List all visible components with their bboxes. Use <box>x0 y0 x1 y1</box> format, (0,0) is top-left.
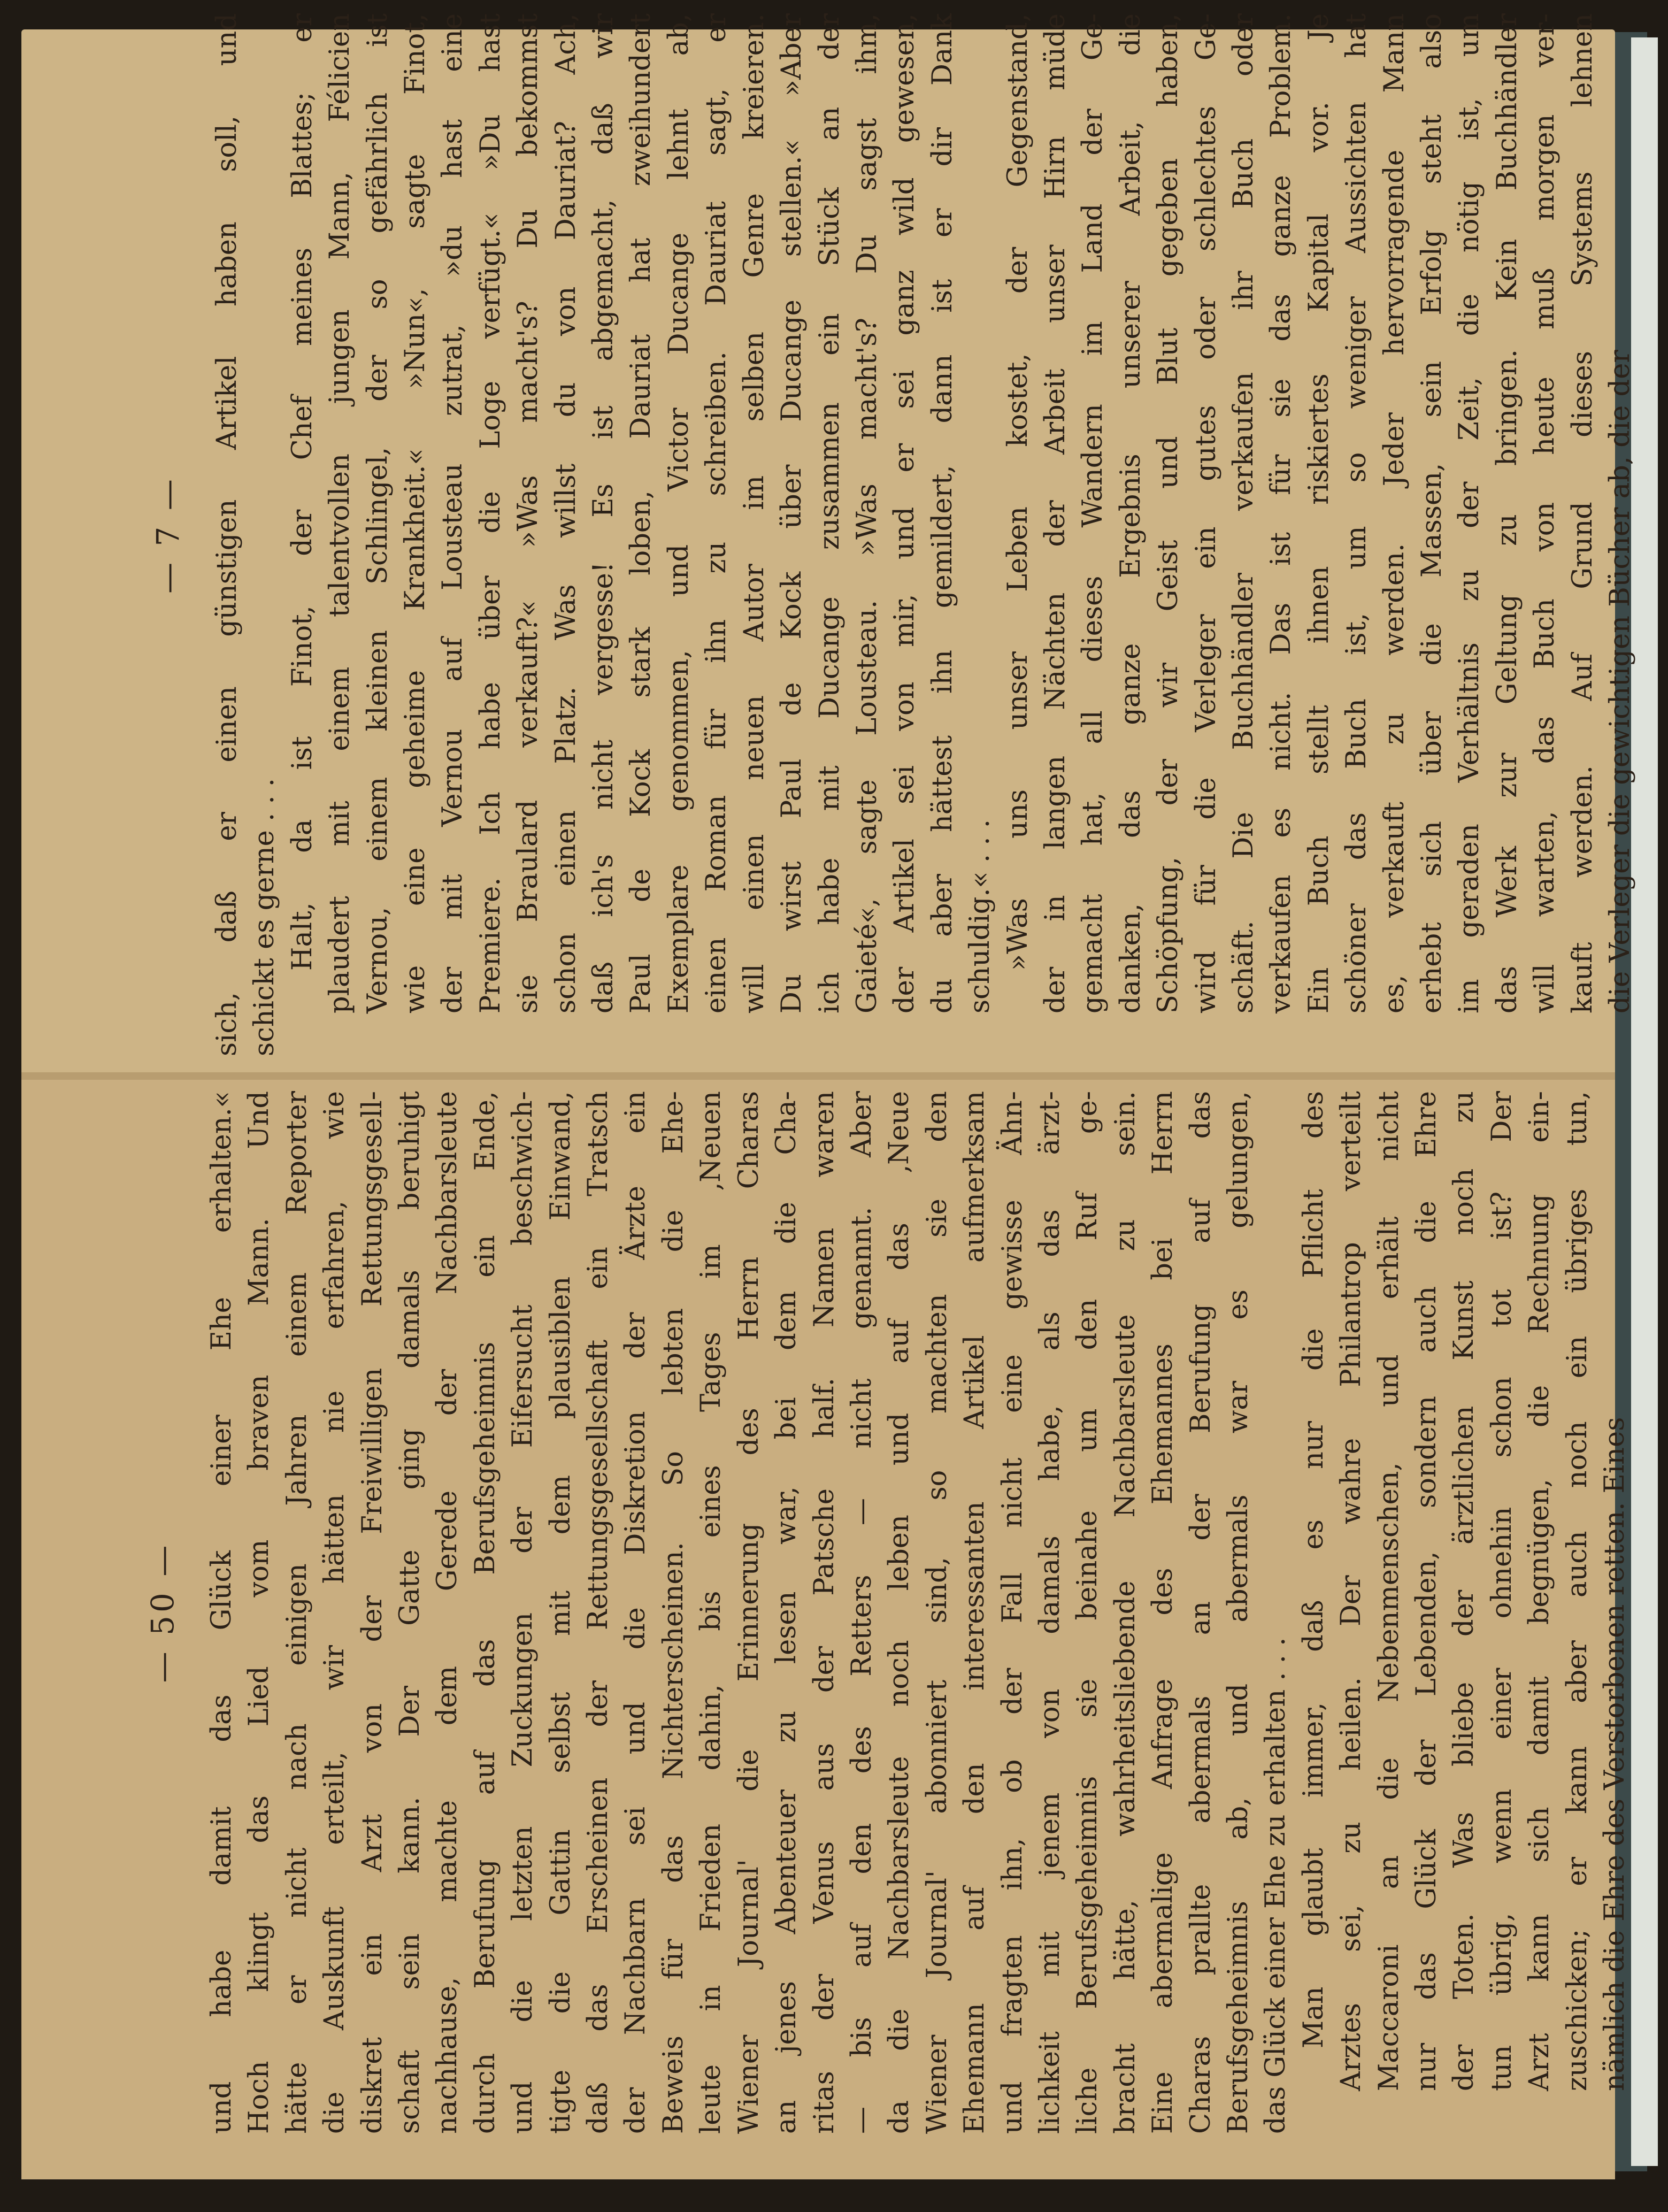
center-fold <box>21 1072 1615 1080</box>
text-line: da die Nachbarsleute noch leben und auf das ‚Neue <box>883 1091 916 2134</box>
text-line: leute in Frieden dahin, bis eines Tages im ‚Neuen <box>695 1091 727 2134</box>
text-line: und fragten ihn, ob der Fall nicht eine gewisse Ähn- <box>996 1091 1028 2134</box>
page-7 <box>150 13 1636 1056</box>
text-line: Berufsgeheimnis ab, und abermals war es gelungen, <box>1222 1091 1254 2134</box>
text-line: daß ich's nicht vergesse! Es ist abgemacht, daß wir <box>588 13 620 1013</box>
text-line: Wiener Journal' die Erinnerung des Herrn Charas <box>733 1091 765 2134</box>
text-line: der Nachbarn sei und die Diskretion der Ärzte ein <box>620 1091 652 2134</box>
text-line: schickt es gerne . . . <box>249 778 281 1056</box>
text-line: Ehemann auf den interessanten Artikel aufmerksam <box>959 1091 991 2134</box>
text-line: bracht hätte, wahrheitsliebende Nachbarsleute zu sein. <box>1109 1091 1141 2134</box>
text-line: der in langen Nächten der Arbeit unser Hirn müde <box>1039 13 1071 1013</box>
page-number: — 7 — <box>150 476 186 594</box>
page-text <box>203 1091 1634 2134</box>
text-line: im geraden Verhältnis zu der Zeit, die nötig ist, um <box>1454 13 1486 1013</box>
text-line: Ein Buch stellt ihnen riskiertes Kapital vor. Je <box>1303 13 1335 1013</box>
text-line: tigte die Gattin selbst mit dem plausiblen Einwand, <box>544 1091 577 2134</box>
text-line: schuldig.« . . . <box>964 819 996 1013</box>
text-line: diskret ein Arzt von der Freiwilligen Rettungsgesell- <box>356 1091 388 2134</box>
text-line: verkaufen es nicht. Das ist für sie das ganze Problem. <box>1265 13 1297 1013</box>
paragraph <box>1000 13 1640 1056</box>
text-line: Du wirst Paul de Kock über Ducange stellen.« »Aber <box>776 13 808 1013</box>
text-line: kauft werden. Auf Grund dieses Systems lehnen <box>1566 13 1598 1013</box>
text-line: die Verleger die gewichtigen Bücher ab, die der <box>1604 350 1636 1013</box>
text-line: durch Berufung auf das Berufsgeheimnis ein Ende, <box>469 1091 501 2134</box>
text-line: schöner das Buch ist, um so weniger Aussichten hat <box>1341 13 1373 1013</box>
text-line: nämlich die Ehre des Verstorbenen retten. Eines <box>1599 1417 1631 2091</box>
text-line: Arzt kann sich damit begnügen, die Rechnung ein- <box>1524 1091 1556 2091</box>
paragraph <box>284 13 1000 1056</box>
text-line: danken, das ganze Ergebnis unserer Arbeit, die <box>1114 13 1147 1013</box>
text-line: liche Berufsgeheimnis sie beinahe um den Ruf ge- <box>1072 1091 1104 2134</box>
text-line: wird für die Verleger ein gutes oder schlechtes Ge- <box>1190 13 1222 1013</box>
text-line: ich habe mit Ducange zusammen ein Stück an der <box>813 13 845 1013</box>
text-line: der mit Vernou auf Lousteau zutrat, »du hast eine <box>437 13 469 1013</box>
text-line: Gaieté«, sagte Lousteau. »Was macht's? Du sagst ihm, <box>851 13 883 1013</box>
text-line: schäft. Die Buchhändler verkaufen ihr Buch oder <box>1227 13 1259 1013</box>
paragraph <box>1295 1091 1634 2134</box>
text-line: an jenes Abenteuer zu lesen war, bei dem die Cha- <box>771 1091 803 2134</box>
text-line: zuschicken; er kann aber auch noch ein übriges tun, <box>1561 1091 1593 2091</box>
page-number: — 50 — <box>144 1542 181 1683</box>
text-line: plaudert mit einem talentvollen jungen Mann, Félicien <box>324 13 356 1013</box>
text-line: Halt, da ist Finot, der Chef meines Blattes; er <box>286 13 318 971</box>
text-line: einen Roman für ihn zu schreiben. Dauriat sagt, er <box>701 13 733 1013</box>
text-line: hätte er nicht nach einigen Jahren einem Reporter <box>281 1091 313 2134</box>
text-line: und habe damit das Glück einer Ehe erhalten.« <box>206 1091 237 2134</box>
text-line: sich, daß er einen günstigen Artikel haben soll, und <box>211 13 243 1056</box>
text-line: es, verkauft zu werden. Jeder hervorragende Mann <box>1378 13 1410 1013</box>
text-line: du aber hättest ihn gemildert, dann ist er dir Dank <box>926 13 958 1013</box>
text-line: und die letzten Zuckungen der Eifersucht beschwich- <box>507 1091 539 2134</box>
text-line: die Auskunft erteilt, wir hätten nie erfahren, wie <box>319 1091 351 2134</box>
text-line: Vernou, einem kleinen Schlingel, der so gefährlich ist <box>362 13 394 1013</box>
text-line: sie Braulard verkauft?« »Was macht's? Du bekommst <box>512 13 544 1013</box>
text-line: schaft sein kann. Der Gatte ging damals beruhigt <box>394 1091 426 2134</box>
text-line: das Werk zur Geltung zu bringen. Kein Buchhändler <box>1491 13 1523 1013</box>
text-line: Hoch klingt das Lied vom braven Mann. Und <box>243 1091 275 2134</box>
text-line: schon einen Platz. Was willst du von Dauriat? Ach, <box>550 13 582 1013</box>
text-line: das Glück einer Ehe zu erhalten . . . <box>1260 1637 1292 2134</box>
text-line: Eine abermalige Anfrage des Ehemannes bei Herrn <box>1147 1091 1179 2134</box>
text-line: Paul de Kock stark loben, Dauriat hat zweihundert <box>625 13 657 1013</box>
text-line: Beweis für das Nichterscheinen. So lebten die Ehe- <box>657 1091 689 2134</box>
paragraph <box>209 13 284 1056</box>
text-line: nur das Glück der Lebenden, sondern auch die Ehre <box>1411 1091 1442 2091</box>
text-line: Premiere. Ich habe über die Loge verfügt.« »Du hast <box>474 13 506 1013</box>
text-line: nachhause, machte dem Gerede der Nachbarsleute <box>432 1091 464 2134</box>
text-line: ritas der Venus aus der Patsche half. Namen waren <box>808 1091 840 2134</box>
text-line: erhebt sich über die Massen, sein Erfolg steht also <box>1416 13 1448 1013</box>
text-line: Wiener Journal' abonniert sind, so machten sie den <box>921 1091 953 2134</box>
text-line: wie eine geheime Krankheit.« »Nun«, sagte Finot, <box>399 13 432 1013</box>
text-line: Charas prallte abermals an der Berufung auf das <box>1185 1091 1217 2134</box>
text-line: daß das Erscheinen der Rettungsgesellschaft ein Tratsch <box>582 1091 614 2134</box>
text-line: Exemplare genommen, und Victor Ducange lehnt ab, <box>663 13 695 1013</box>
paragraph <box>203 1091 1295 2134</box>
text-line: will einen neuen Autor im selben Genre kreieren. <box>738 13 770 1013</box>
text-line: — bis auf den des Retters — nicht genannt. Aber <box>845 1091 878 2134</box>
text-line: Schöpfung, der wir Geist und Blut gegeben haben, <box>1152 13 1185 1013</box>
text-line: Maccaroni an die Nebenmenschen, und erhält nicht <box>1373 1091 1405 2091</box>
page-50 <box>144 1091 1631 2134</box>
text-line: »Was uns unser Leben kostet, der Gegenstand, <box>1002 13 1034 971</box>
text-line: will warten, das Buch von heute muß morgen ver- <box>1529 13 1561 1013</box>
text-line: tun übrig, wenn einer ohnehin schon tot ist? Der <box>1486 1091 1518 2091</box>
text-line: Arztes sei, zu heilen. Der wahre Philantrop verteilt <box>1335 1091 1367 2091</box>
text-line: Man glaubt immer, daß es nur die Pflicht des <box>1297 1091 1329 2048</box>
text-line: der Toten. Was bliebe der ärztlichen Kunst noch zu <box>1448 1091 1480 2091</box>
text-line: lichkeit mit jenem von damals habe, als das ärzt- <box>1034 1091 1066 2134</box>
text-line: der Artikel sei von mir, und er sei ganz wild gewesen, <box>889 13 921 1013</box>
text-line: gemacht hat, all dieses Wandern im Land der Ge- <box>1077 13 1109 1013</box>
page-text <box>209 13 1639 1056</box>
